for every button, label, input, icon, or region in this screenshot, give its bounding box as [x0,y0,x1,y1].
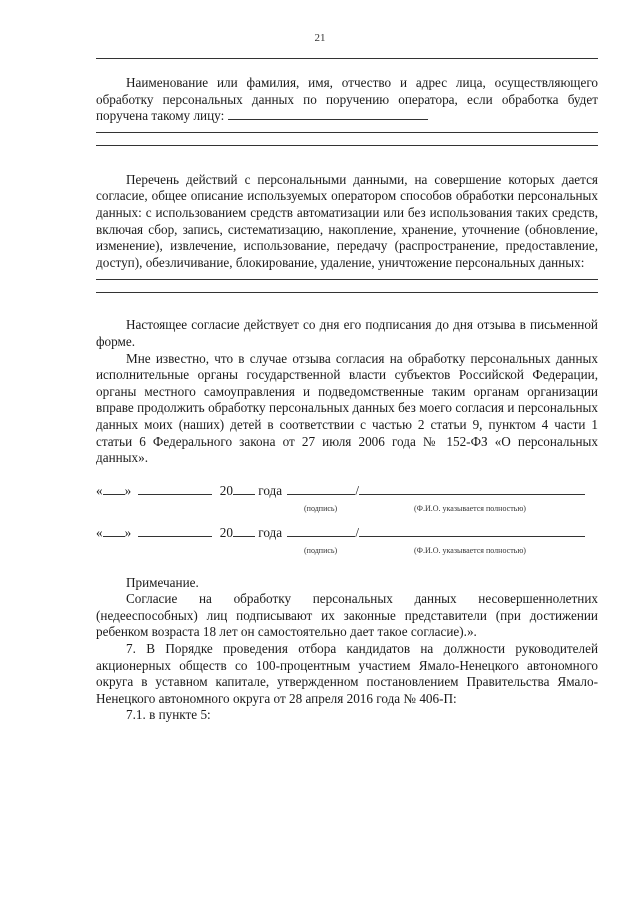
sign-caption: (подпись) [304,503,338,513]
fio-field[interactable] [359,536,585,537]
signature-field[interactable] [287,494,355,495]
quote-close: » [124,524,132,540]
day-field[interactable] [103,536,125,537]
blank-line [96,279,598,280]
document-body [96,58,598,724]
year-prefix: 20 [219,482,233,498]
fio-caption: (Ф.И.О. указывается полностью) [414,545,526,555]
withdrawal-paragraph: Мне известно, что в случае отзыва согласия на обработку персональных данных исполнительные органы государственной власти субъектов Российской Федерации, органы местного самоуправления и подведомственные таким органам организации вправе продолжить обработку персональных данных без моего согласия и персональных данных моих (наших) детей в соответствии с частью 2 статьи 9, пунктом 4 части 1 статьи 6 Федерального закона от 27 июля 2006 года № 152-ФЗ «О персональных данных». [96,350,598,466]
year-field[interactable] [233,494,255,495]
fio-field[interactable] [359,494,585,495]
item-7-1-paragraph: 7.1. в пункте 5: [126,707,211,723]
month-field[interactable] [138,494,212,495]
note-paragraph: Согласие на обработку персональных данных несовершеннолетних (недееспособных) лиц подписывают их законные представители (при достижении ребенком возраста 18 лет он самостоятельно дает такое согласие).». [96,591,598,640]
quote-close: » [124,482,132,498]
page-number: 21 [314,32,326,44]
fill-in-line [228,119,428,120]
sign-caption: (подпись) [304,545,338,555]
quote-open: « [96,524,103,540]
year-prefix: 20 [219,524,233,540]
year-field[interactable] [233,536,255,537]
fio-caption: (Ф.И.О. указывается полностью) [414,503,526,513]
blank-line [96,132,598,133]
operator-text: Наименование или фамилия, имя, отчество и адрес лица, осуществляющего обработку персональных данных по поручению оператора, если обработка будет поручена такому лицу: [96,75,598,124]
day-field[interactable] [103,494,125,495]
month-field[interactable] [138,536,212,537]
quote-open: « [96,482,103,498]
year-word: года [258,482,283,498]
actions-paragraph: Перечень действий с персональными данными, на совершение которых дается согласие, общее описание используемых оператором способов обработки персональных данных: с использованием средств автоматизации или без использования таких средств, включая сбор, запись, систематизацию, накопление, хранение, уточнение (обновление, изменение), извлечение, использование, передачу (распространение, предоставление, доступ), обезличивание, блокирование, удаление, уничтожение персональных данных: [96,171,598,270]
blank-line [96,58,598,59]
slash: / [355,524,360,540]
validity-paragraph: Настоящее согласие действует со дня его подписания до дня отзыва в письменной форме. [96,317,598,349]
item-7-paragraph: 7. В Порядке проведения отбора кандидатов на должности руководителей акционерных обществ со 100-процентным участием Ямало-Ненецкого автономного округа в уставном капитале, утвержденном постановлением Правительства Ямало-Ненецкого автономного округа от 28 апреля 2016 года № 406-П: [96,641,598,706]
signature-field[interactable] [287,536,355,537]
signature-block-2 [96,525,598,561]
slash: / [355,482,360,498]
signature-block-1 [96,483,598,519]
year-word: года [258,524,283,540]
note-title: Примечание. [126,574,199,590]
operator-paragraph [96,75,598,125]
